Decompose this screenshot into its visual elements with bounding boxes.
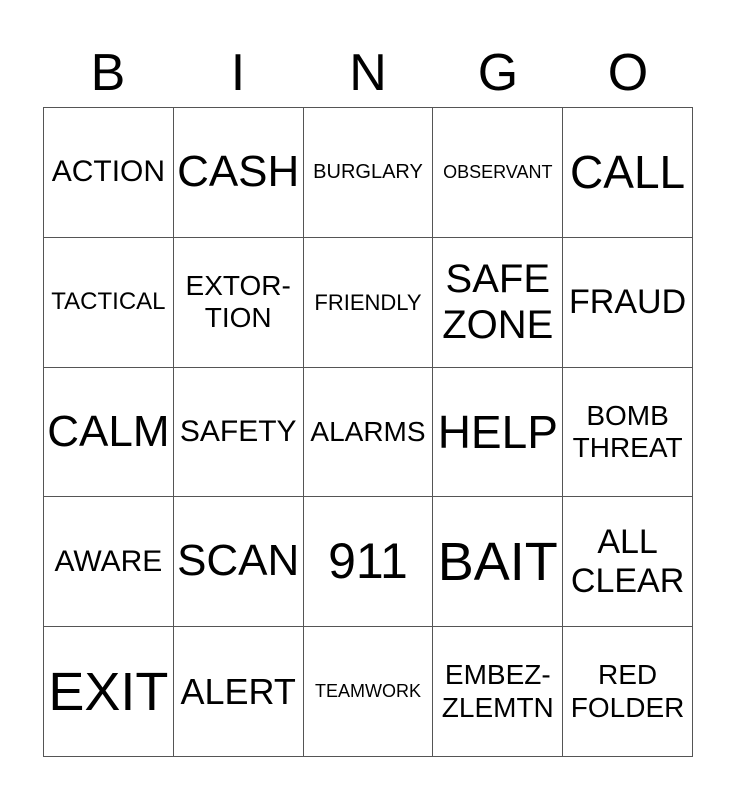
bingo-cell-r1-c2[interactable] [174, 108, 304, 238]
bingo-cell-label: EXTOR- TION [185, 270, 291, 334]
bingo-cell-r1-c3[interactable] [304, 108, 434, 238]
bingo-cell-label: SAFETY [179, 414, 297, 448]
header-letter-i: I [230, 44, 246, 102]
bingo-cell-label: EMBEZ- ZLEMTN [441, 659, 554, 723]
bingo-cell-label: ALARMS [310, 415, 426, 447]
header-letter-g: G [477, 44, 519, 102]
bingo-cell-r2-c3[interactable] [304, 238, 434, 368]
bingo-cell-label: CALM [47, 406, 170, 456]
bingo-cell-r1-c5[interactable] [563, 108, 693, 238]
bingo-cell-r3-c5[interactable] [563, 368, 693, 498]
bingo-cell-r5-c2[interactable] [174, 627, 304, 757]
bingo-cell-label: SAFE ZONE [442, 257, 554, 348]
bingo-cell-label: FRIENDLY [314, 289, 422, 315]
bingo-cell-label: OBSERVANT [443, 162, 553, 183]
bingo-cell-r5-c3[interactable] [304, 627, 434, 757]
bingo-cell-label: TEAMWORK [314, 681, 421, 702]
bingo-cell-label: BURGLARY [313, 160, 423, 183]
bingo-cell-r1-c1[interactable] [44, 108, 174, 238]
bingo-cell-r5-c1[interactable] [44, 627, 174, 757]
bingo-cell-r1-c4[interactable] [433, 108, 563, 238]
bingo-cell-r3-c4[interactable] [433, 368, 563, 498]
bingo-cell-label: ALL CLEAR [570, 522, 685, 600]
bingo-cell-label: BAIT [437, 531, 558, 592]
bingo-header [43, 40, 693, 106]
bingo-cell-r4-c5[interactable] [563, 497, 693, 627]
bingo-cell-label: CALL [570, 145, 686, 198]
bingo-cell-label: AWARE [54, 544, 163, 578]
bingo-cell-r3-c3[interactable] [304, 368, 434, 498]
bingo-cell-label: TACTICAL [51, 288, 166, 316]
bingo-cell-r2-c5[interactable] [563, 238, 693, 368]
header-letter-n: N [349, 44, 387, 102]
bingo-cell-r2-c4[interactable] [433, 238, 563, 368]
bingo-cell-r2-c2[interactable] [174, 238, 304, 368]
bingo-cell-label: EXIT [48, 661, 169, 722]
bingo-cell-label: CASH [177, 147, 300, 197]
bingo-board [43, 107, 693, 757]
bingo-cell-r4-c3[interactable] [304, 497, 434, 627]
bingo-cell-label: 911 [328, 533, 408, 590]
bingo-cell-r5-c5[interactable] [563, 627, 693, 757]
bingo-cell-r4-c2[interactable] [174, 497, 304, 627]
bingo-cell-label: ALERT [180, 670, 296, 712]
header-letter-b: B [90, 44, 126, 102]
header-letter-o: O [607, 44, 649, 102]
bingo-cell-r3-c1[interactable] [44, 368, 174, 498]
bingo-cell-r3-c2[interactable] [174, 368, 304, 498]
bingo-cell-r4-c1[interactable] [44, 497, 174, 627]
bingo-cell-r2-c1[interactable] [44, 238, 174, 368]
bingo-cell-label: HELP [437, 405, 558, 458]
bingo-cell-label: ACTION [51, 155, 166, 189]
bingo-cell-label: FRAUD [569, 282, 687, 321]
bingo-cell-r4-c4[interactable] [433, 497, 563, 627]
bingo-cell-label: BOMB THREAT [572, 399, 683, 463]
bingo-cell-label: RED FOLDER [570, 659, 685, 723]
bingo-cell-r5-c4[interactable] [433, 627, 563, 757]
bingo-cell-label: SCAN [177, 536, 300, 586]
